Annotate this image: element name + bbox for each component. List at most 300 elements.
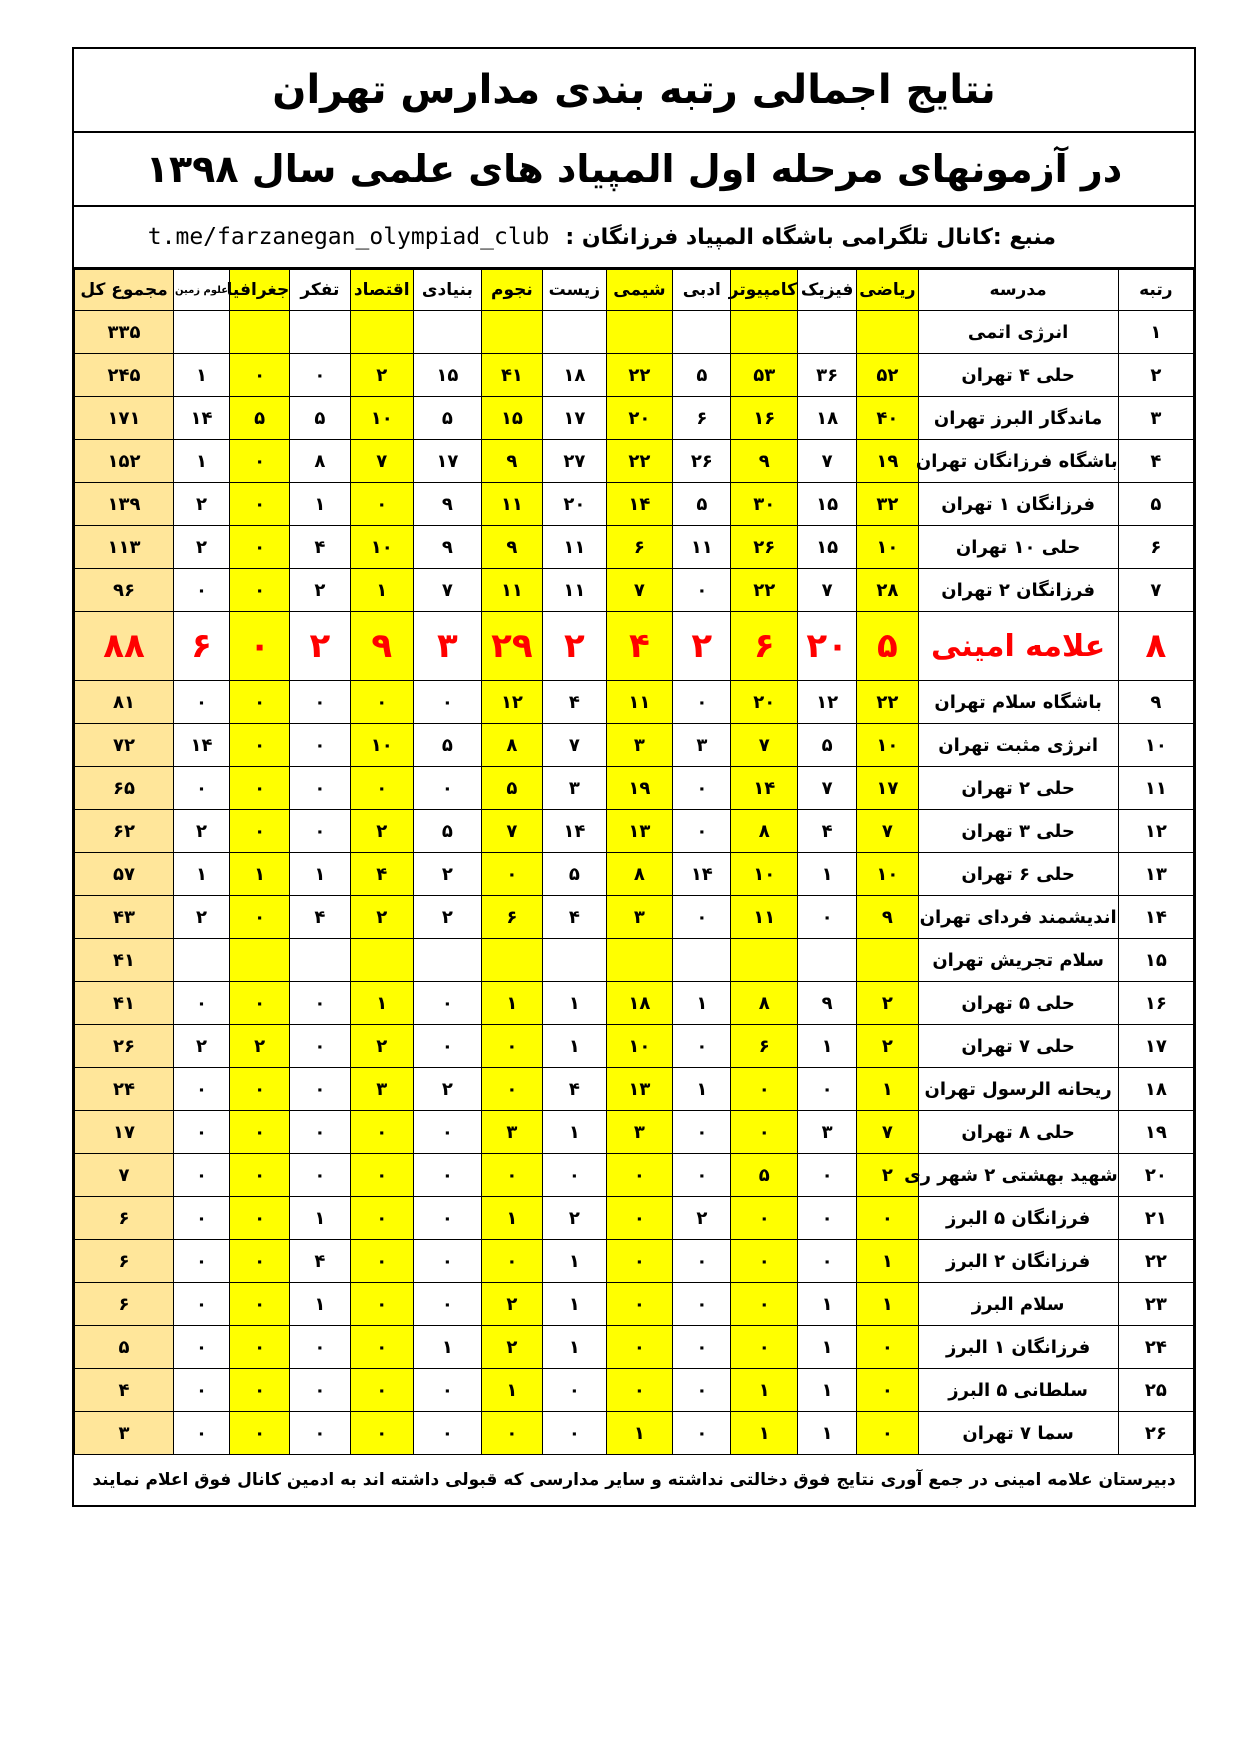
score-cell: ۵: [857, 612, 918, 681]
rank-cell: ۵: [1118, 483, 1193, 526]
score-cell: ۰: [230, 1240, 290, 1283]
score-cell: ۳۲: [857, 483, 918, 526]
score-cell: ۱: [290, 483, 350, 526]
score-cell: ۰: [673, 767, 731, 810]
results-sheet: [72, 47, 1196, 1507]
school-name-cell: حلی ۷ تهران: [918, 1025, 1118, 1068]
score-cell: ۲: [857, 982, 918, 1025]
score-cell: ۰: [731, 1068, 798, 1111]
score-cell: [857, 939, 918, 982]
rank-cell: ۴: [1118, 440, 1193, 483]
score-cell: ۰: [350, 483, 413, 526]
score-cell: ۰: [798, 1154, 857, 1197]
score-cell: ۵: [543, 853, 606, 896]
score-cell: ۱۱: [606, 681, 673, 724]
column-header: زیست: [543, 270, 606, 311]
score-cell: ۰: [174, 1412, 230, 1455]
score-cell: ۳: [606, 896, 673, 939]
school-name-cell: باشگاه سلام تهران: [918, 681, 1118, 724]
score-cell: ۰: [290, 767, 350, 810]
score-cell: ۰: [290, 354, 350, 397]
score-cell: ۷: [350, 440, 413, 483]
score-cell: ۷: [481, 810, 542, 853]
score-cell: ۰: [673, 1240, 731, 1283]
score-cell: [731, 311, 798, 354]
score-cell: ۰: [731, 1111, 798, 1154]
school-name-cell: فرزانگان ۵ البرز: [918, 1197, 1118, 1240]
table-row: [75, 681, 1194, 724]
score-cell: ۲: [174, 483, 230, 526]
table-row: [75, 1068, 1194, 1111]
score-cell: ۲: [413, 853, 481, 896]
total-cell: ۲۴: [75, 1068, 174, 1111]
page-title: نتایج اجمالی رتبه بندی مدارس تهران: [74, 49, 1194, 133]
table-row: [75, 1326, 1194, 1369]
score-cell: ۰: [350, 1283, 413, 1326]
score-cell: ۳: [350, 1068, 413, 1111]
score-cell: ۰: [413, 1111, 481, 1154]
score-cell: ۲: [174, 526, 230, 569]
score-cell: ۳: [543, 767, 606, 810]
score-cell: ۷: [606, 569, 673, 612]
score-cell: ۹: [481, 440, 542, 483]
rank-cell: ۱۹: [1118, 1111, 1193, 1154]
score-cell: ۰: [798, 1197, 857, 1240]
score-cell: ۵: [413, 724, 481, 767]
score-cell: ۶: [731, 612, 798, 681]
score-cell: [290, 311, 350, 354]
score-cell: ۲۲: [606, 354, 673, 397]
score-cell: ۰: [798, 1068, 857, 1111]
score-cell: [673, 939, 731, 982]
score-cell: ۰: [606, 1326, 673, 1369]
score-cell: ۲۸: [857, 569, 918, 612]
column-header: ریاضی: [857, 270, 918, 311]
score-cell: ۷: [731, 724, 798, 767]
score-cell: ۰: [673, 1369, 731, 1412]
column-header: رتبه: [1118, 270, 1193, 311]
score-cell: ۱۰: [350, 724, 413, 767]
score-cell: ۱: [350, 569, 413, 612]
score-cell: ۴: [350, 853, 413, 896]
score-cell: ۱۱: [543, 569, 606, 612]
score-cell: ۱: [543, 1326, 606, 1369]
score-cell: ۱: [230, 853, 290, 896]
score-cell: ۰: [673, 896, 731, 939]
score-cell: [290, 939, 350, 982]
score-cell: ۰: [857, 1326, 918, 1369]
table-row: [75, 724, 1194, 767]
score-cell: ۰: [413, 1283, 481, 1326]
score-cell: ۸: [481, 724, 542, 767]
score-cell: ۰: [857, 1369, 918, 1412]
school-name-cell: حلی ۶ تهران: [918, 853, 1118, 896]
total-cell: ۸۸: [75, 612, 174, 681]
table-row: [75, 1412, 1194, 1455]
total-cell: ۶۲: [75, 810, 174, 853]
table-row: [75, 896, 1194, 939]
rank-cell: ۱۵: [1118, 939, 1193, 982]
score-cell: ۱: [857, 1240, 918, 1283]
score-cell: ۱۴: [543, 810, 606, 853]
score-cell: ۰: [290, 1369, 350, 1412]
score-cell: ۷: [857, 810, 918, 853]
score-cell: ۴: [543, 1068, 606, 1111]
score-cell: ۱۰: [731, 853, 798, 896]
total-cell: ۸۱: [75, 681, 174, 724]
score-cell: ۹: [481, 526, 542, 569]
score-cell: ۲۰: [798, 612, 857, 681]
table-row: [75, 440, 1194, 483]
score-cell: ۰: [673, 681, 731, 724]
score-cell: ۴۱: [481, 354, 542, 397]
table-row: [75, 853, 1194, 896]
score-cell: ۰: [413, 1369, 481, 1412]
score-cell: ۱: [673, 982, 731, 1025]
score-cell: ۲: [350, 896, 413, 939]
score-cell: ۱: [174, 440, 230, 483]
school-name-cell: حلی ۲ تهران: [918, 767, 1118, 810]
score-cell: ۰: [230, 526, 290, 569]
score-cell: ۰: [798, 1240, 857, 1283]
score-cell: ۰: [413, 1240, 481, 1283]
table-row: [75, 1369, 1194, 1412]
score-cell: ۰: [230, 982, 290, 1025]
table-row: [75, 1283, 1194, 1326]
score-cell: ۹: [350, 612, 413, 681]
score-cell: ۲: [481, 1326, 542, 1369]
score-cell: ۴: [290, 1240, 350, 1283]
rank-cell: ۱۲: [1118, 810, 1193, 853]
rank-cell: ۱۱: [1118, 767, 1193, 810]
score-cell: [543, 311, 606, 354]
score-cell: ۲۷: [543, 440, 606, 483]
score-cell: ۰: [413, 681, 481, 724]
total-cell: ۴۱: [75, 939, 174, 982]
score-cell: ۱۳: [606, 810, 673, 853]
score-cell: ۱۰: [857, 724, 918, 767]
score-cell: ۰: [413, 1025, 481, 1068]
score-cell: ۰: [543, 1154, 606, 1197]
score-cell: ۱۰: [606, 1025, 673, 1068]
score-cell: [350, 311, 413, 354]
rank-cell: ۶: [1118, 526, 1193, 569]
score-cell: ۲۶: [731, 526, 798, 569]
score-cell: ۰: [290, 1326, 350, 1369]
score-cell: ۹: [798, 982, 857, 1025]
score-cell: ۰: [174, 1369, 230, 1412]
footer-note: دبیرستان علامه امینی در جمع آوری نتایج فوق دخالتی نداشته و سایر مدارسی که قبولی داشته اند به ادمین کانال فوق اعلام نمایند: [92, 1470, 1176, 1490]
total-cell: ۶: [75, 1240, 174, 1283]
score-cell: ۳: [606, 1111, 673, 1154]
score-cell: ۴: [798, 810, 857, 853]
total-cell: ۶: [75, 1197, 174, 1240]
score-cell: ۰: [673, 1025, 731, 1068]
score-cell: ۰: [230, 1369, 290, 1412]
score-cell: ۰: [731, 1197, 798, 1240]
score-cell: [230, 311, 290, 354]
score-cell: ۰: [413, 767, 481, 810]
score-cell: ۱: [543, 1240, 606, 1283]
score-cell: ۲۲: [857, 681, 918, 724]
table-row: [75, 526, 1194, 569]
score-cell: ۰: [350, 681, 413, 724]
rank-cell: ۹: [1118, 681, 1193, 724]
total-cell: ۱۵۲: [75, 440, 174, 483]
score-cell: ۲: [857, 1154, 918, 1197]
table-body: [75, 311, 1194, 1455]
score-cell: ۳۰: [731, 483, 798, 526]
score-cell: ۸: [731, 982, 798, 1025]
score-cell: ۰: [481, 853, 542, 896]
school-name-cell: انرژی مثبت تهران: [918, 724, 1118, 767]
table-row: [75, 767, 1194, 810]
score-cell: ۱: [731, 1369, 798, 1412]
score-cell: ۱: [798, 1326, 857, 1369]
score-cell: ۰: [543, 1369, 606, 1412]
score-cell: ۰: [673, 810, 731, 853]
score-cell: ۲: [174, 1025, 230, 1068]
score-cell: ۰: [174, 1111, 230, 1154]
school-name-cell: حلی ۳ تهران: [918, 810, 1118, 853]
score-cell: ۰: [413, 1412, 481, 1455]
score-cell: [230, 939, 290, 982]
score-cell: ۱: [543, 1025, 606, 1068]
score-cell: ۰: [731, 1283, 798, 1326]
score-cell: ۰: [350, 1197, 413, 1240]
score-cell: ۲: [230, 1025, 290, 1068]
score-cell: ۲: [857, 1025, 918, 1068]
score-cell: ۰: [174, 767, 230, 810]
score-cell: ۴: [606, 612, 673, 681]
score-cell: ۰: [230, 612, 290, 681]
score-cell: ۴: [543, 896, 606, 939]
score-cell: ۰: [230, 1154, 290, 1197]
score-cell: [798, 311, 857, 354]
total-cell: ۴۳: [75, 896, 174, 939]
score-cell: ۱۱: [481, 483, 542, 526]
score-cell: ۷: [798, 440, 857, 483]
column-header: اقتصاد: [350, 270, 413, 311]
school-name-cell: حلی ۴ تهران: [918, 354, 1118, 397]
total-cell: ۷: [75, 1154, 174, 1197]
score-cell: ۱: [543, 1111, 606, 1154]
score-cell: ۱: [543, 982, 606, 1025]
score-cell: ۱۴: [174, 724, 230, 767]
table-row: [75, 810, 1194, 853]
rank-cell: ۲۴: [1118, 1326, 1193, 1369]
school-name-cell: فرزانگان ۱ تهران: [918, 483, 1118, 526]
score-cell: ۲: [673, 612, 731, 681]
score-cell: ۱: [798, 1283, 857, 1326]
rank-cell: ۲۵: [1118, 1369, 1193, 1412]
rank-cell: ۱۷: [1118, 1025, 1193, 1068]
score-cell: ۲: [350, 810, 413, 853]
score-cell: [174, 311, 230, 354]
table-header-row: [75, 270, 1194, 311]
score-cell: ۰: [174, 569, 230, 612]
school-name-cell: سلام البرز: [918, 1283, 1118, 1326]
score-cell: ۱۰: [857, 526, 918, 569]
score-cell: ۰: [481, 1412, 542, 1455]
rank-cell: ۱۶: [1118, 982, 1193, 1025]
score-cell: [543, 939, 606, 982]
score-cell: ۶: [606, 526, 673, 569]
column-header: ادبی: [673, 270, 731, 311]
score-cell: ۱: [673, 1068, 731, 1111]
rank-cell: ۱۰: [1118, 724, 1193, 767]
score-cell: ۸: [731, 810, 798, 853]
score-cell: ۱۷: [413, 440, 481, 483]
score-cell: ۱: [798, 1369, 857, 1412]
school-name-cell: علامه امینی: [918, 612, 1118, 681]
score-cell: ۵: [731, 1154, 798, 1197]
score-cell: ۱۱: [481, 569, 542, 612]
score-cell: ۱۹: [606, 767, 673, 810]
score-cell: ۵: [290, 397, 350, 440]
score-cell: ۱۲: [798, 681, 857, 724]
rank-cell: ۲۳: [1118, 1283, 1193, 1326]
table-row: [75, 397, 1194, 440]
score-cell: ۴۰: [857, 397, 918, 440]
score-cell: ۰: [857, 1412, 918, 1455]
score-cell: [481, 311, 542, 354]
score-cell: ۰: [731, 1240, 798, 1283]
score-cell: ۰: [673, 1412, 731, 1455]
total-cell: ۶: [75, 1283, 174, 1326]
score-cell: ۰: [230, 896, 290, 939]
score-cell: ۱: [174, 354, 230, 397]
score-cell: ۱۵: [413, 354, 481, 397]
table-row: [75, 483, 1194, 526]
score-cell: ۰: [290, 1412, 350, 1455]
score-cell: ۰: [481, 1068, 542, 1111]
score-cell: ۶: [731, 1025, 798, 1068]
score-cell: ۰: [481, 1025, 542, 1068]
rank-cell: ۳: [1118, 397, 1193, 440]
score-cell: ۱۸: [543, 354, 606, 397]
score-cell: ۱۰: [857, 853, 918, 896]
score-cell: ۰: [174, 1068, 230, 1111]
column-header: نجوم: [481, 270, 542, 311]
table-row: [75, 311, 1194, 354]
score-cell: ۱۴: [673, 853, 731, 896]
school-name-cell: شهید بهشتی ۲ شهر ری: [918, 1154, 1118, 1197]
score-cell: ۵۲: [857, 354, 918, 397]
score-cell: ۱۵: [798, 483, 857, 526]
score-cell: ۲: [543, 1197, 606, 1240]
source-label: منبع :کانال تلگرامی باشگاه المپیاد فرزانگان :: [565, 224, 1056, 250]
score-cell: ۱۰: [350, 526, 413, 569]
score-cell: ۵: [413, 397, 481, 440]
rank-cell: ۲۶: [1118, 1412, 1193, 1455]
score-cell: ۷: [798, 569, 857, 612]
score-cell: [673, 311, 731, 354]
total-cell: ۷۲: [75, 724, 174, 767]
total-cell: ۱۷: [75, 1111, 174, 1154]
table-row: [75, 1197, 1194, 1240]
score-cell: ۲: [290, 612, 350, 681]
score-cell: ۲۹: [481, 612, 542, 681]
score-cell: ۳: [798, 1111, 857, 1154]
score-cell: ۱۲: [481, 681, 542, 724]
score-cell: [350, 939, 413, 982]
score-cell: ۰: [230, 1326, 290, 1369]
score-cell: ۰: [174, 1283, 230, 1326]
score-cell: ۰: [350, 1111, 413, 1154]
school-name-cell: سلام تجریش تهران: [918, 939, 1118, 982]
score-cell: ۰: [350, 1154, 413, 1197]
score-cell: ۱: [481, 1369, 542, 1412]
score-cell: ۰: [290, 1025, 350, 1068]
score-cell: ۱۵: [798, 526, 857, 569]
score-cell: ۱۴: [731, 767, 798, 810]
total-cell: ۲۶: [75, 1025, 174, 1068]
score-cell: ۲۰: [606, 397, 673, 440]
score-cell: ۲: [413, 1068, 481, 1111]
score-cell: ۰: [798, 896, 857, 939]
score-cell: ۰: [413, 1154, 481, 1197]
column-header: بنیادی: [413, 270, 481, 311]
column-header: مدرسه: [918, 270, 1118, 311]
score-cell: ۲: [413, 896, 481, 939]
score-cell: ۲۰: [543, 483, 606, 526]
score-cell: ۰: [290, 1111, 350, 1154]
score-cell: ۱۹: [857, 440, 918, 483]
score-cell: ۱۱: [731, 896, 798, 939]
score-cell: ۹: [413, 526, 481, 569]
school-name-cell: انرژی اتمی: [918, 311, 1118, 354]
table-row: [75, 612, 1194, 681]
score-cell: ۰: [230, 724, 290, 767]
score-cell: ۱: [290, 1197, 350, 1240]
table-row: [75, 982, 1194, 1025]
score-cell: ۲۲: [606, 440, 673, 483]
score-cell: ۱۸: [798, 397, 857, 440]
table-row: [75, 1025, 1194, 1068]
score-cell: ۲: [290, 569, 350, 612]
score-cell: ۲: [174, 896, 230, 939]
school-name-cell: سلطانی ۵ البرز: [918, 1369, 1118, 1412]
score-cell: ۰: [174, 1326, 230, 1369]
score-cell: ۰: [481, 1240, 542, 1283]
score-cell: ۱۷: [857, 767, 918, 810]
score-cell: ۵: [481, 767, 542, 810]
score-cell: ۰: [174, 982, 230, 1025]
score-cell: ۰: [174, 1240, 230, 1283]
score-cell: ۱۳: [606, 1068, 673, 1111]
score-cell: ۰: [174, 1154, 230, 1197]
score-cell: ۰: [230, 354, 290, 397]
score-cell: ۱۴: [606, 483, 673, 526]
school-name-cell: سما ۷ تهران: [918, 1412, 1118, 1455]
score-cell: ۶: [673, 397, 731, 440]
score-cell: ۰: [731, 1326, 798, 1369]
source-line: [74, 207, 1194, 269]
rank-cell: ۱۸: [1118, 1068, 1193, 1111]
source-link[interactable]: t.me/farzanegan_olympiad_club: [147, 224, 550, 250]
score-cell: ۱: [731, 1412, 798, 1455]
school-name-cell: فرزانگان ۲ البرز: [918, 1240, 1118, 1283]
score-cell: ۹: [413, 483, 481, 526]
score-cell: ۰: [350, 1240, 413, 1283]
score-cell: ۰: [230, 440, 290, 483]
total-cell: ۱۷۱: [75, 397, 174, 440]
score-cell: ۳: [481, 1111, 542, 1154]
column-header: مجموع کل: [75, 270, 174, 311]
table-row: [75, 1154, 1194, 1197]
table-row: [75, 939, 1194, 982]
